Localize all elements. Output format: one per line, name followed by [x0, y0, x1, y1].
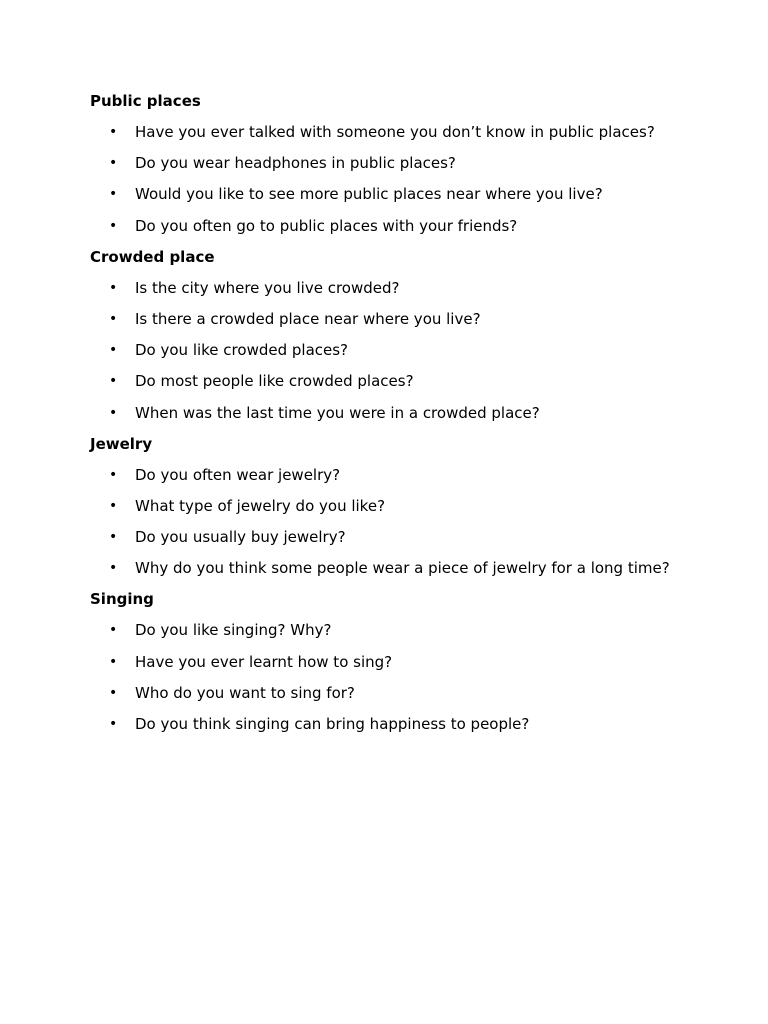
question-text: Is the city where you live crowded?: [135, 278, 400, 297]
list-item: [90, 214, 730, 245]
bullet-icon: •: [109, 342, 118, 359]
section-heading: Singing: [90, 590, 154, 609]
list-item: [90, 556, 730, 587]
bullet-icon: •: [109, 279, 118, 296]
bullet-icon: •: [109, 310, 118, 327]
bullet-icon: •: [109, 155, 118, 172]
section-heading: Crowded place: [90, 247, 215, 266]
question-text: Do you think singing can bring happiness to people?: [135, 715, 530, 733]
section-singing: [90, 587, 730, 743]
question-text: Is there a crowded place near where you live?: [135, 309, 481, 328]
bullet-icon: •: [109, 716, 118, 732]
section-jewelry: [90, 432, 730, 588]
bullet-icon: •: [109, 622, 118, 639]
list-item: [90, 182, 730, 213]
bullet-icon: •: [109, 186, 118, 203]
list-item: [90, 120, 730, 151]
bullet-icon: •: [109, 653, 118, 670]
question-text: Do you like crowded places?: [135, 341, 349, 360]
question-list: [90, 276, 730, 432]
question-text: Do you often wear jewelry?: [135, 465, 341, 484]
list-item: [90, 494, 730, 525]
question-text: Why do you think some people wear a piece of jewelry for a long time?: [135, 559, 670, 578]
question-text: Who do you want to sing for?: [135, 683, 355, 702]
question-text: Do you often go to public places with your friends?: [135, 216, 518, 235]
question-list: [90, 618, 730, 743]
question-text: Do you like singing? Why?: [135, 621, 332, 640]
question-list: [90, 463, 730, 588]
list-item: [90, 369, 730, 400]
question-text: Have you ever talked with someone you don’t know in public places?: [135, 123, 655, 141]
section-heading: Public places: [90, 92, 201, 110]
question-text: Have you ever learnt how to sing?: [135, 652, 393, 671]
list-item: [90, 681, 730, 712]
bullet-icon: •: [109, 373, 118, 390]
list-item: [90, 650, 730, 681]
list-item: [90, 401, 730, 432]
list-item: [90, 338, 730, 369]
list-item: [90, 618, 730, 649]
list-item: [90, 463, 730, 494]
bullet-icon: •: [109, 497, 118, 514]
bullet-icon: •: [109, 560, 118, 577]
bullet-icon: •: [109, 529, 118, 546]
question-text: Do you usually buy jewelry?: [135, 528, 346, 547]
bullet-icon: •: [109, 684, 118, 701]
bullet-icon: •: [109, 217, 118, 234]
section-crowded-place: [90, 245, 730, 432]
question-text: When was the last time you were in a crowded place?: [135, 403, 540, 422]
section-public-places: [90, 89, 730, 245]
document-page: [90, 89, 730, 743]
list-item: [90, 307, 730, 338]
bullet-icon: •: [109, 404, 118, 421]
question-text: Do most people like crowded places?: [135, 372, 414, 391]
list-item: [90, 712, 730, 743]
list-item: [90, 151, 730, 182]
question-list: [90, 120, 730, 245]
section-heading: Jewelry: [90, 434, 153, 453]
question-text: Would you like to see more public places near where you live?: [135, 185, 603, 204]
question-text: Do you wear headphones in public places?: [135, 154, 456, 173]
bullet-icon: •: [109, 466, 118, 483]
question-text: What type of jewelry do you like?: [135, 496, 386, 515]
list-item: [90, 525, 730, 556]
list-item: [90, 276, 730, 307]
bullet-icon: •: [109, 124, 118, 140]
